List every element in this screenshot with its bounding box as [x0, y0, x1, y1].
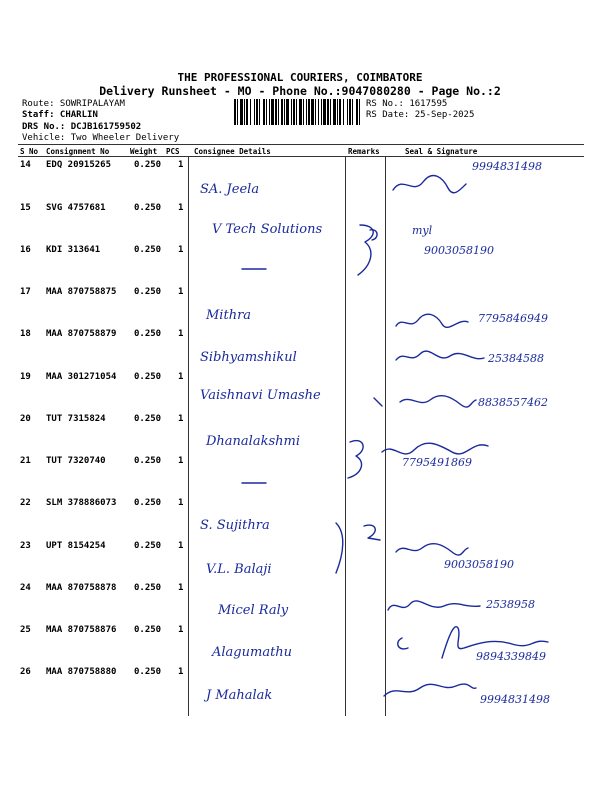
barcode-bar — [318, 99, 319, 125]
barcode-bar — [321, 99, 322, 125]
barcode-bar — [343, 99, 344, 125]
signature-scribble — [392, 346, 488, 368]
header-top-rule — [18, 144, 584, 145]
row-sno: 18 — [20, 329, 31, 339]
barcode-bar — [308, 99, 310, 125]
barcode-bar — [293, 99, 295, 125]
barcode-bar — [339, 99, 341, 125]
barcode-bar — [315, 99, 316, 125]
table-row — [0, 245, 600, 265]
dash-mark — [240, 266, 270, 272]
barcode-bar — [256, 99, 258, 125]
header-sno: S No — [20, 147, 39, 156]
table-row — [0, 287, 600, 307]
handwritten-consignee: Micel Raly — [218, 603, 289, 618]
row-weight: 0.250 — [134, 414, 162, 424]
row-weight: 0.250 — [134, 203, 162, 213]
handwritten-consignee: S. Sujithra — [200, 518, 270, 533]
row-sno: 20 — [20, 414, 31, 424]
row-weight: 0.250 — [134, 372, 162, 382]
barcode-bar — [237, 99, 238, 125]
row-consignment: SLM 378886073 — [46, 498, 117, 508]
barcode-bar — [266, 99, 267, 125]
row-sno: 25 — [20, 625, 31, 635]
header-bottom-rule — [18, 156, 584, 157]
barcode-bar — [269, 99, 270, 125]
barcode-bar — [284, 99, 285, 125]
barcode-bar — [333, 99, 336, 125]
row-weight: 0.250 — [134, 456, 162, 466]
signature-scribble — [388, 170, 468, 200]
row-consignment: EDQ 20915265 — [46, 160, 112, 170]
table-row — [0, 203, 600, 223]
row-pcs: 1 — [178, 583, 184, 593]
handwritten-consignee: Dhanalakshmi — [206, 434, 300, 449]
header-consignee: Consignee Details — [194, 147, 271, 156]
header-remarks: Remarks — [348, 147, 380, 156]
handwritten-consignee: V Tech Solutions — [212, 222, 323, 237]
rs-no-label: RS No.: 1617595 — [366, 99, 448, 109]
barcode-bar — [250, 99, 251, 125]
header-pcs: PCS — [166, 147, 180, 156]
row-sno: 21 — [20, 456, 31, 466]
row-consignment: TUT 7320740 — [46, 456, 106, 466]
handwritten-consignee: Alagumathu — [212, 645, 293, 660]
row-pcs: 1 — [178, 541, 184, 551]
row-weight: 0.250 — [134, 160, 162, 170]
dash-mark — [240, 480, 270, 486]
row-weight: 0.250 — [134, 541, 162, 551]
handwritten-consignee: Mithra — [206, 308, 252, 323]
row-weight: 0.250 — [134, 625, 162, 635]
handwritten-phone: 9994831498 — [480, 693, 550, 706]
table-row — [0, 414, 600, 434]
row-sno: 23 — [20, 541, 31, 551]
handwritten-consignee: V.L. Balaji — [206, 562, 272, 577]
handwritten-phone: 9003058190 — [444, 558, 514, 571]
barcode-bar — [347, 99, 348, 125]
signature-scribble — [380, 678, 480, 702]
row-pcs: 1 — [178, 667, 184, 677]
route-label: Route: SOWRIPALAYAM — [22, 99, 125, 109]
barcode-bar — [259, 99, 260, 125]
header-seal: Seal & Signature — [405, 147, 478, 156]
remarks-bracket-scribble — [330, 518, 390, 578]
row-pcs: 1 — [178, 203, 184, 213]
barcode — [234, 99, 362, 125]
handwritten-consignee: SA. Jeela — [200, 182, 260, 197]
row-pcs: 1 — [178, 160, 184, 170]
signature-scribble — [342, 432, 492, 482]
row-pcs: 1 — [178, 625, 184, 635]
barcode-bar — [299, 99, 302, 125]
barcode-bar — [281, 99, 283, 125]
row-pcs: 1 — [178, 287, 184, 297]
signature-scribble — [384, 594, 484, 616]
row-pcs: 1 — [178, 372, 184, 382]
row-sno: 14 — [20, 160, 31, 170]
row-consignment: SVG 4757681 — [46, 203, 106, 213]
row-consignment: MAA 301271054 — [46, 372, 117, 382]
row-weight: 0.250 — [134, 287, 162, 297]
remarks-bracket-scribble — [350, 220, 390, 280]
handwritten-phone: 9003058190 — [424, 244, 494, 257]
row-sno: 24 — [20, 583, 31, 593]
signature-scribble — [392, 538, 472, 560]
row-weight: 0.250 — [134, 498, 162, 508]
row-consignment: MAA 870758880 — [46, 667, 117, 677]
row-sno: 22 — [20, 498, 31, 508]
handwritten-phone: 2538958 — [486, 598, 535, 611]
row-pcs: 1 — [178, 456, 184, 466]
handwritten-phone: 7795846949 — [478, 312, 548, 325]
row-sno: 15 — [20, 203, 31, 213]
row-consignment: UPT 8154254 — [46, 541, 106, 551]
header-consignment: Consignment No — [46, 147, 110, 156]
barcode-bar — [337, 99, 338, 125]
row-pcs: 1 — [178, 245, 184, 255]
handwritten-phone: 9894339849 — [476, 650, 546, 663]
row-weight: 0.250 — [134, 329, 162, 339]
barcode-bar — [330, 99, 331, 125]
barcode-bar — [352, 99, 353, 125]
table-row — [0, 667, 600, 687]
company-title: THE PROFESSIONAL COURIERS, COIMBATORE — [177, 71, 423, 84]
row-consignment: MAA 870758879 — [46, 329, 117, 339]
table-row — [0, 329, 600, 349]
barcode-bar — [246, 99, 248, 125]
barcode-bar — [275, 99, 277, 125]
row-weight: 0.250 — [134, 245, 162, 255]
signature-scribble — [392, 618, 552, 666]
handwritten-phone: 25384588 — [488, 352, 544, 365]
barcode-bar — [278, 99, 279, 125]
handwritten-phone: 7795491869 — [402, 456, 472, 469]
row-consignment: MAA 870758875 — [46, 287, 117, 297]
row-sno: 16 — [20, 245, 31, 255]
barcode-bar — [311, 99, 314, 125]
vehicle-label: Vehicle: Two Wheeler Delivery — [22, 133, 180, 143]
handwritten-phone: 9994831498 — [472, 160, 542, 173]
row-consignment: MAA 870758876 — [46, 625, 117, 635]
signature-scribble — [370, 392, 480, 414]
barcode-bar — [234, 99, 236, 125]
table-row — [0, 498, 600, 518]
row-sno: 17 — [20, 287, 31, 297]
row-sno: 19 — [20, 372, 31, 382]
drs-label: DRS No.: DCJB161759502 — [22, 122, 142, 132]
runsheet-subtitle: Delivery Runsheet - MO - Phone No.:9047080280 - Page No.:2 — [99, 84, 501, 98]
row-pcs: 1 — [178, 414, 184, 424]
row-consignment: TUT 7315824 — [46, 414, 106, 424]
signature-scribble — [392, 308, 472, 334]
barcode-bar — [323, 99, 326, 125]
barcode-bar — [263, 99, 265, 125]
barcode-bar — [291, 99, 292, 125]
table-row — [0, 456, 600, 476]
barcode-bar — [327, 99, 329, 125]
row-consignment: KDI 313641 — [46, 245, 101, 255]
barcode-bar — [296, 99, 297, 125]
handwritten-consignee: Sibhyamshikul — [200, 350, 297, 365]
handwritten-consignee: Vaishnavi Umashe — [200, 388, 321, 403]
barcode-bar — [349, 99, 351, 125]
barcode-bar — [254, 99, 255, 125]
row-consignment: MAA 870758878 — [46, 583, 117, 593]
barcode-bar — [244, 99, 245, 125]
row-pcs: 1 — [178, 498, 184, 508]
barcode-bar — [359, 99, 360, 125]
handwritten-phone: 8838557462 — [478, 396, 548, 409]
barcode-bar — [306, 99, 307, 125]
row-weight: 0.250 — [134, 667, 162, 677]
staff-label: Staff: CHARLIN — [22, 110, 98, 120]
rs-date-label: RS Date: 25-Sep-2025 — [366, 110, 475, 120]
header-weight: Weight — [130, 147, 158, 156]
row-pcs: 1 — [178, 329, 184, 339]
barcode-bar — [271, 99, 274, 125]
handwritten-seal: myl — [412, 224, 433, 237]
barcode-bar — [356, 99, 358, 125]
handwritten-consignee: J Mahalak — [206, 688, 273, 703]
barcode-bar — [303, 99, 304, 125]
barcode-bar — [286, 99, 289, 125]
row-sno: 26 — [20, 667, 31, 677]
row-weight: 0.250 — [134, 583, 162, 593]
barcode-bar — [240, 99, 243, 125]
